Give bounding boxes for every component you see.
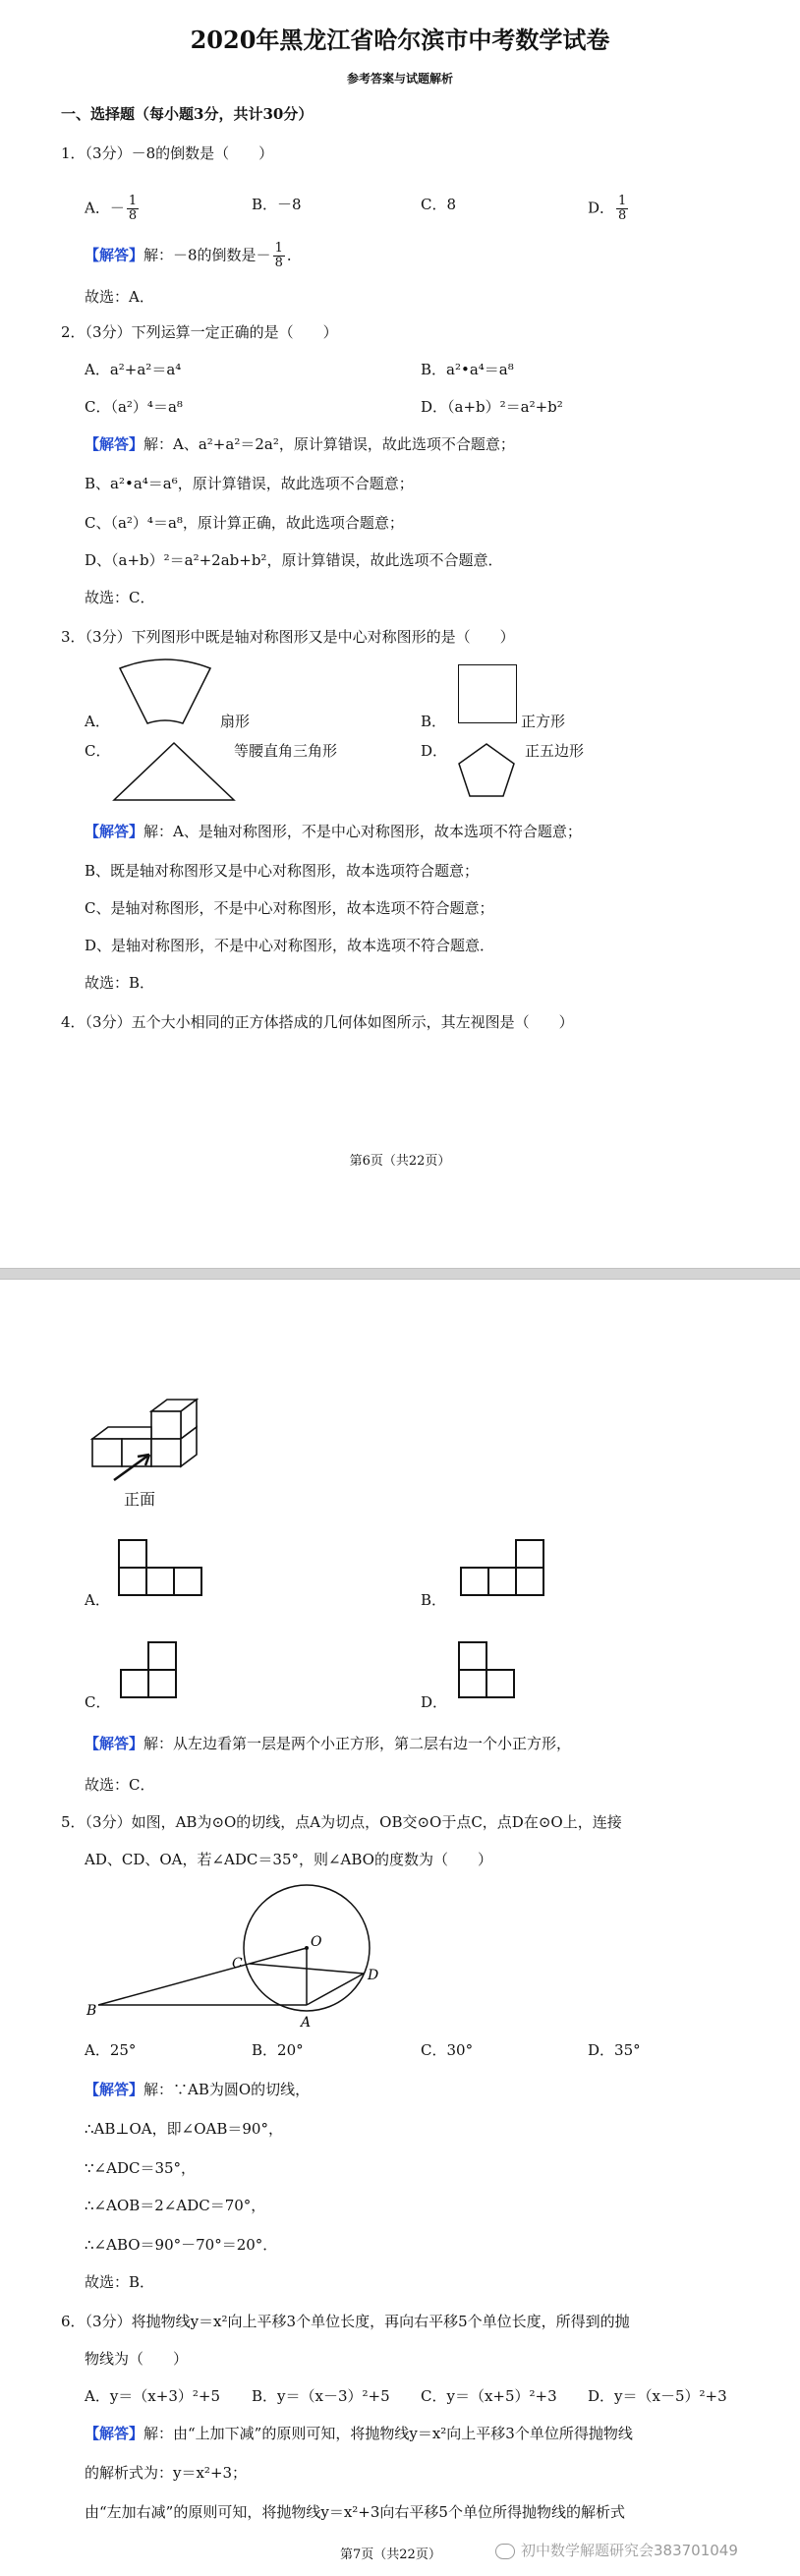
q2-solution-line: C、（a²）⁴＝a⁸，原计算正确，故此选项合题意；: [85, 514, 404, 532]
q3-solution-line: 【解答】解：A、是轴对称图形，不是中心对称图形，故本选项不符合题意；: [85, 823, 582, 840]
q3-option-b: B．: [421, 713, 447, 730]
q4-choice: 故选：C．: [85, 1776, 155, 1794]
q5-solution-line: ∴AB⊥OA，即∠OAB＝90°，: [85, 2120, 283, 2138]
q6-solution-line: 【解答】解：由“上加下减”的原则可知，将抛物线y＝x²向上平移3个单位所得抛物线: [85, 2425, 633, 2442]
point-label-a: A: [301, 2015, 312, 2031]
q1-choice: 故选：A．: [85, 288, 154, 306]
answer-tag: 【解答】: [85, 2081, 144, 2098]
q5-solution-line: ∴∠ABO＝90°－70°＝20°．: [85, 2236, 278, 2254]
q4-option-d: D．: [421, 1693, 448, 1711]
q6-option-b: B．y＝（x－3）²+5: [252, 2387, 390, 2405]
q6-option-c: C．y＝（x+5）²+3: [421, 2387, 557, 2405]
q3-label-d: 正五边形: [525, 742, 585, 760]
q6-option-d: D．y＝（x－5）²+3: [588, 2387, 727, 2405]
q6-stem-line: 物线为（ ）: [85, 2350, 189, 2368]
circle-tangent-figure: [79, 1883, 413, 2031]
q6-stem-line: 6．（3分）将抛物线y＝x²向上平移3个单位长度，再向右平移5个单位长度，所得到的抛: [61, 2313, 630, 2330]
q5-option-d: D．35°: [588, 2041, 641, 2059]
q2-stem: 2．（3分）下列运算一定正确的是（ ）: [61, 323, 338, 341]
page-subtitle: 参考答案与试题解析: [346, 72, 453, 86]
q3-solution-line: D、是轴对称图形，不是中心对称图形，故本选项不符合题意．: [85, 937, 495, 954]
answer-tag: 【解答】: [85, 823, 144, 840]
pentagon-figure: [456, 741, 517, 802]
square-figure: [458, 664, 517, 723]
page-title: 2020年黑龙江省哈尔滨市中考数学试卷: [190, 26, 610, 54]
q5-stem-line: AD、CD、OA，若∠ADC＝35°，则∠ABO的度数为（ ）: [85, 1851, 492, 1868]
q6-option-a: A．y＝（x+3）²+5: [85, 2387, 221, 2405]
q3-label-b: 正方形: [521, 713, 566, 730]
q1-option-d-label: D．: [588, 199, 615, 217]
q4-option-b: B．: [421, 1591, 447, 1609]
fraction: $\frac{1}{8}$: [274, 241, 283, 270]
answer-tag: 【解答】: [85, 2425, 144, 2442]
point-label-d: D: [368, 1968, 379, 1983]
q5-solution-line: 【解答】解：∵AB为圆O的切线，: [85, 2081, 311, 2098]
q2-solution-line: D、（a+b）²＝a²+2ab+b²，原计算错误，故此选项不合题意．: [85, 551, 503, 569]
q3-option-c: C．: [85, 742, 111, 760]
q3-label-a: 扇形: [220, 713, 251, 730]
front-label: 正面: [124, 1490, 156, 1509]
q5-option-b: B．20°: [252, 2041, 304, 2059]
q6-solution-line: 的解析式为：y＝x²+3；: [85, 2464, 248, 2482]
fraction: $\frac{1}{8}$: [618, 194, 627, 223]
answer-tag: 【解答】: [85, 1735, 144, 1752]
section-heading: 一、选择题（每小题3分，共计30分）: [61, 105, 314, 123]
q5-option-a: A．25°: [85, 2041, 137, 2059]
q3-solution-line: C、是轴对称图形，不是中心对称图形，故本选项不符合题意；: [85, 899, 494, 917]
sector-figure: [116, 658, 214, 727]
q3-solution-line: B、既是轴对称图形又是中心对称图形，故本选项符合题意；: [85, 862, 480, 880]
q1-option-a: [85, 195, 141, 223]
point-label-o: O: [311, 1934, 322, 1950]
q1-option-a-label: A．－: [85, 199, 125, 217]
q6-solution-line: 由“左加右减”的原则可知，将抛物线y＝x²+3向右平移5个单位所得抛物线的解析式: [85, 2503, 625, 2521]
q4-option-c: C．: [85, 1693, 111, 1711]
q5-solution-line: ∴∠AOB＝2∠ADC＝70°，: [85, 2197, 266, 2214]
watermark: 初中数学解题研究会383701049: [495, 2540, 738, 2560]
q3-choice: 故选：B．: [85, 974, 155, 992]
point-label-c: C: [232, 1956, 243, 1972]
wechat-icon: [495, 2544, 515, 2559]
point-label-b: B: [86, 2003, 97, 2019]
q3-option-a: A．: [85, 713, 110, 730]
q1-stem: 1．（3分）－8的倒数是（ ）: [61, 144, 274, 162]
q2-option-a: A．a²+a²＝a⁴: [85, 361, 182, 378]
answer-tag: 【解答】: [85, 246, 144, 264]
q1-option-c: C．8: [421, 196, 457, 213]
fraction: $\frac{1}{8}$: [128, 194, 138, 223]
q4-solution: 【解答】解：从左边看第一层是两个小正方形，第二层右边一个小正方形，: [85, 1735, 572, 1752]
q3-stem: 3．（3分）下列图形中既是轴对称图形又是中心对称图形的是（ ）: [61, 628, 515, 646]
q2-choice: 故选：C．: [85, 589, 155, 606]
q5-stem-line: 5．（3分）如图，AB为⊙O的切线，点A为切点，OB交⊙O于点C，点D在⊙O上，连接: [61, 1813, 622, 1831]
q1-solution: 【解答】解：－8的倒数是－ $\frac{1}{8}$ ．: [85, 241, 302, 270]
q2-option-c: C．（a²）⁴＝a⁸: [85, 398, 183, 416]
q2-option-d: D．（a+b）²＝a²+b²: [421, 398, 563, 416]
q2-solution-line: 【解答】解：A、a²+a²＝2a²，原计算错误，故此选项不合题意；: [85, 435, 515, 453]
page-footer: 第6页（共22页）: [349, 1154, 451, 1169]
page-footer: 第7页（共22页）: [340, 2547, 441, 2562]
q5-solution-line: ∵∠ADC＝35°，: [85, 2159, 197, 2177]
q2-option-b: B．a²•a⁴＝a⁸: [421, 361, 514, 378]
q1-option-b: B．－8: [252, 196, 302, 213]
q4-option-a: A．: [85, 1591, 110, 1609]
q2-solution-line: B、a²•a⁴＝a⁶，原计算错误，故此选项不合题意；: [85, 475, 414, 492]
q5-option-c: C．30°: [421, 2041, 474, 2059]
answer-tag: 【解答】: [85, 435, 144, 453]
q4-stem: 4．（3分）五个大小相同的正方体搭成的几何体如图所示，其左视图是（ ）: [61, 1013, 574, 1031]
q3-label-c: 等腰直角三角形: [234, 742, 338, 760]
q5-choice: 故选：B．: [85, 2273, 155, 2291]
triangle-figure: [110, 739, 238, 804]
front-arrow-icon: [110, 1449, 159, 1484]
page-separator: [0, 1268, 800, 1280]
q3-option-d: D．: [421, 742, 448, 760]
q1-option-d: [588, 195, 630, 223]
